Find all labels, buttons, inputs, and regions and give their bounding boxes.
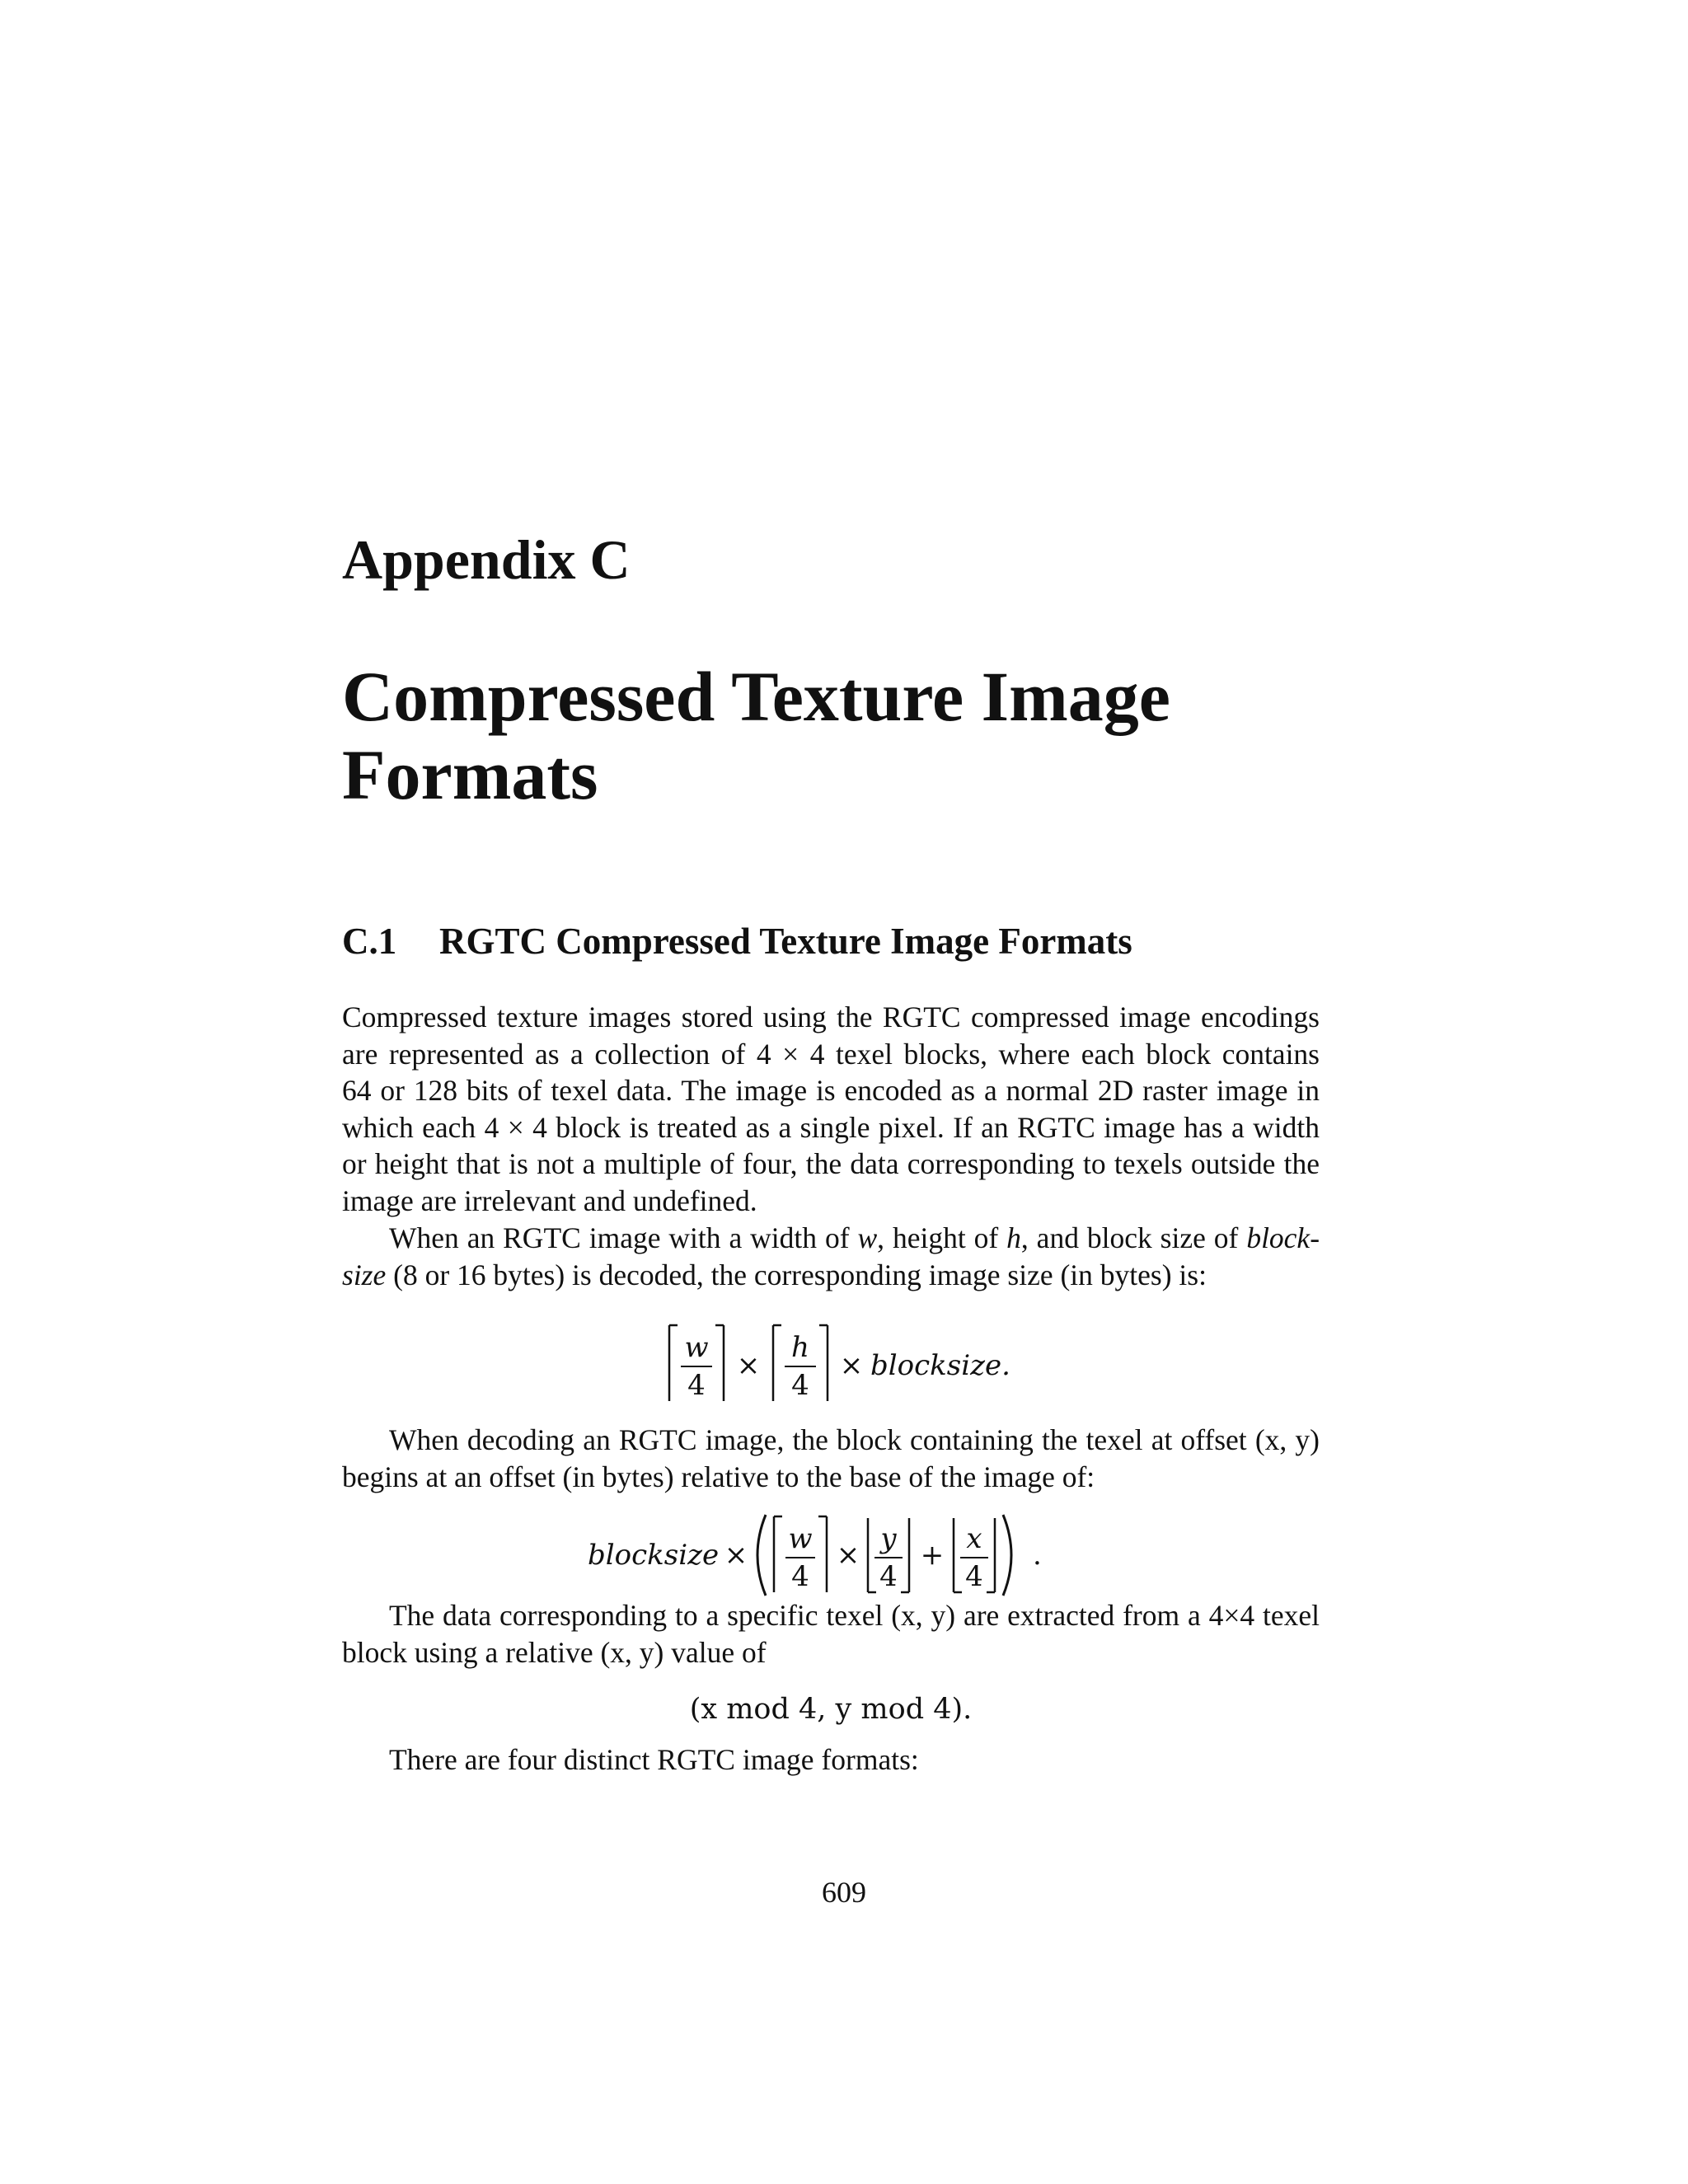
paragraph-line: There are four distinct RGTC image formats: <box>389 1743 919 1776</box>
equation-svg <box>658 1319 1010 1409</box>
var-h: h <box>1006 1221 1021 1254</box>
text-run: (8 or 16 bytes) is decoded, the corresponding image size (in bytes) is: <box>386 1258 1207 1291</box>
fraction-numerator: w <box>788 1522 813 1555</box>
text-run: , and block size of <box>1020 1221 1247 1254</box>
right-paren <box>1003 1515 1011 1596</box>
blocksize-term: blocksize. <box>870 1349 1010 1382</box>
image-size-equation <box>342 1319 1320 1409</box>
fraction-denominator: 4 <box>879 1560 898 1593</box>
modulo-equation <box>342 1691 1320 1727</box>
fraction-denominator: 4 <box>965 1560 983 1593</box>
paragraph-line: image are irrelevant and undefined. <box>342 1183 757 1217</box>
chapter-title: Compressed Texture Image Formats <box>342 657 1170 814</box>
fraction-numerator: w <box>684 1331 709 1364</box>
fraction-numerator: h <box>791 1331 809 1364</box>
modulo-expression: (x mod 4, y mod 4). <box>689 1693 973 1726</box>
var-blocksize: block- <box>1246 1221 1320 1254</box>
page-number: 609 <box>822 1876 866 1909</box>
times-sign: × <box>736 1349 761 1382</box>
plus-sign: + <box>920 1539 945 1572</box>
fraction-denominator: 4 <box>791 1369 809 1402</box>
offset-equation <box>342 1510 1320 1601</box>
paragraph-line: which each 4 × 4 block is treated as a single pixel. If an RGTC image has a width <box>342 1110 1320 1144</box>
appendix-label: Appendix C <box>342 528 631 591</box>
intro-paragraph <box>342 999 1320 1220</box>
equation-svg <box>588 1510 1074 1601</box>
text-run: When an RGTC image with a width of <box>389 1221 858 1254</box>
image-size-paragraph <box>342 1220 1320 1293</box>
paragraph-line <box>342 1220 1320 1257</box>
section-heading <box>342 923 1132 960</box>
period: . <box>1033 1539 1042 1572</box>
var-w: w <box>857 1221 878 1254</box>
formats-intro-paragraph <box>342 1741 1320 1779</box>
times-sign: × <box>724 1539 748 1572</box>
paragraph-line: are represented as a collection of 4 × 4 texel blocks, where each block contains <box>342 1037 1320 1071</box>
paragraph-line: Compressed texture images stored using the RGTC compressed image encodings <box>342 1001 1320 1033</box>
times-sign: × <box>839 1349 864 1382</box>
left-paren <box>757 1515 766 1596</box>
fraction-denominator: 4 <box>687 1369 706 1402</box>
paragraph-line: begins at an offset (in bytes) relative to the base of the image of: <box>342 1460 1095 1493</box>
texel-extract-paragraph <box>342 1597 1320 1671</box>
var-blocksize: size <box>342 1258 387 1291</box>
paragraph-line <box>342 1257 1320 1294</box>
fraction-denominator: 4 <box>791 1560 809 1593</box>
paragraph-line: When decoding an RGTC image, the block containing the texel at offset (x, y) <box>389 1423 1320 1456</box>
paragraph-line: 64 or 128 bits of texel data. The image is encoded as a normal 2D raster image in <box>342 1074 1320 1108</box>
offset-paragraph <box>342 1422 1320 1495</box>
paragraph-line: or height that is not a multiple of four, the data corresponding to texels outside the <box>342 1147 1320 1181</box>
fraction-numerator: y <box>880 1522 897 1555</box>
section-number: C.1 <box>342 921 397 962</box>
paragraph-line: block using a relative (x, y) value of <box>342 1635 767 1669</box>
text-run: , height of <box>877 1221 1007 1254</box>
blocksize-term: blocksize <box>588 1539 720 1572</box>
paragraph-line: The data corresponding to a specific texel (x, y) are extracted from a 4×4 texel <box>389 1599 1320 1632</box>
times-sign: × <box>836 1539 860 1572</box>
fraction-numerator: x <box>966 1522 982 1555</box>
section-title: RGTC Compressed Texture Image Formats <box>439 921 1132 962</box>
